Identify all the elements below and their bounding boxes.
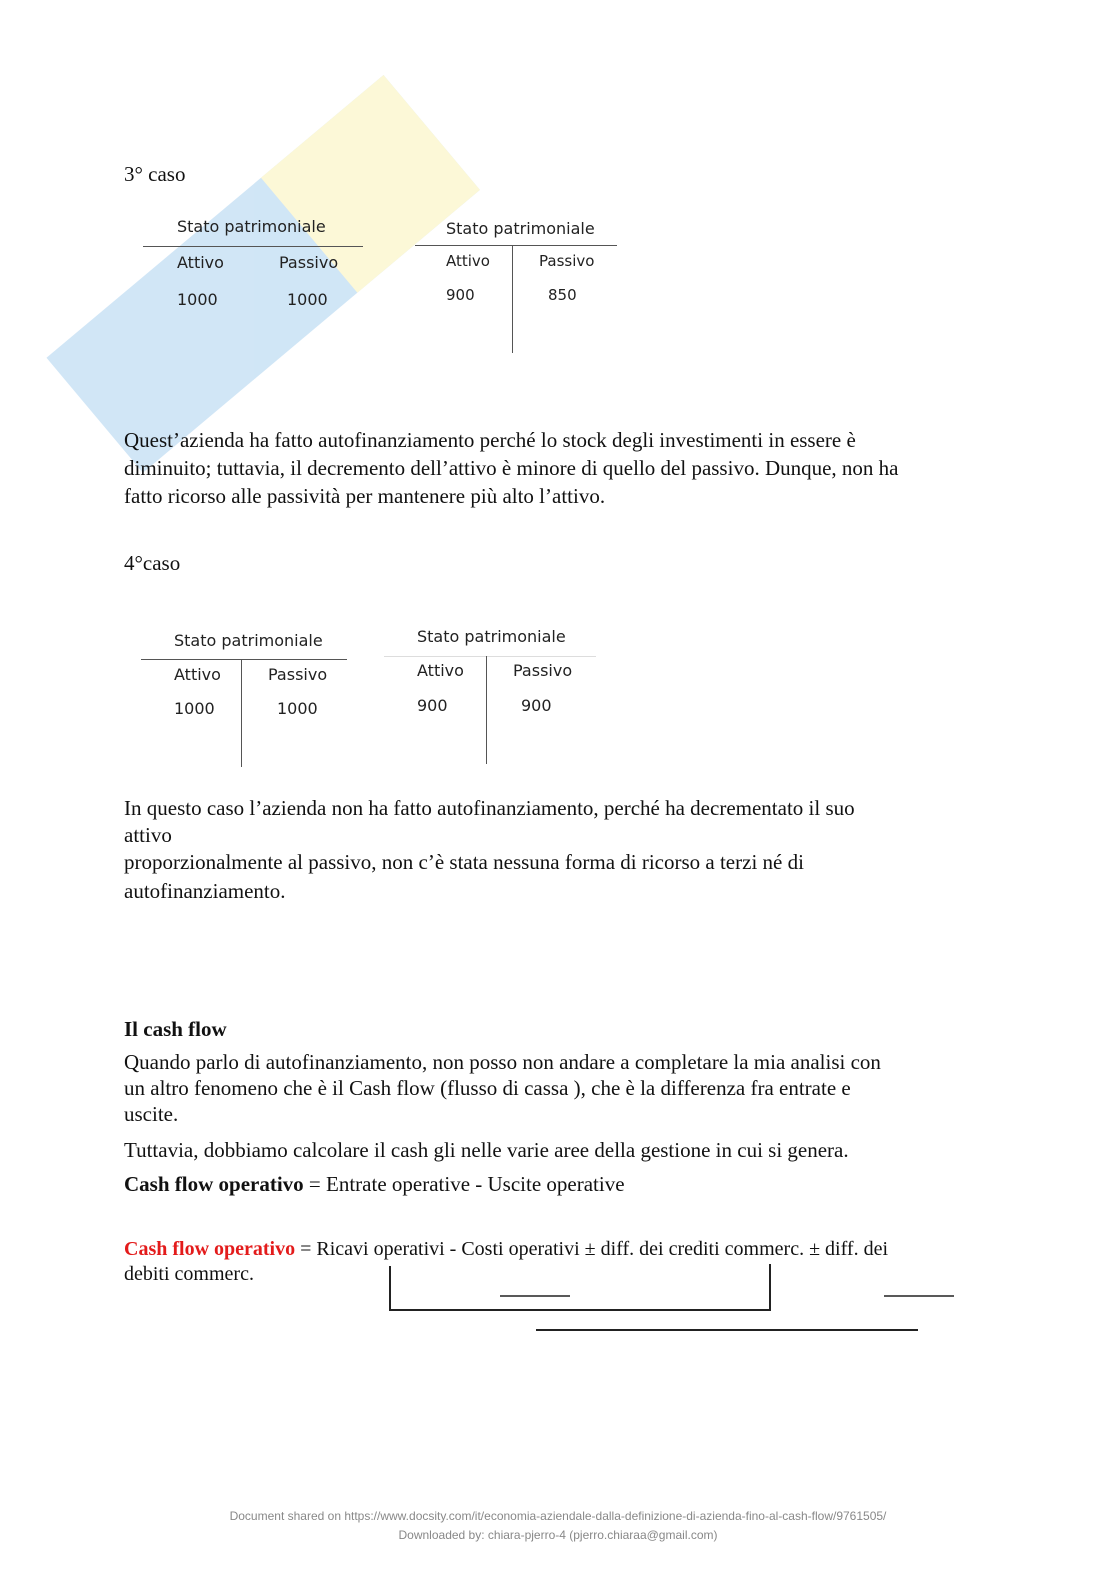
divider <box>415 245 617 246</box>
case3-right-balance-sheet <box>415 212 620 357</box>
divider <box>143 246 363 247</box>
footer-shared-link[interactable]: Document shared on https://www.docsity.com/it/economia-aziendale-dalla-definizione-di-azienda-fino-al-cash-flow/9761505/ <box>229 1509 887 1523</box>
table-title: Stato patrimoniale <box>417 627 566 646</box>
case3-left-balance-sheet <box>143 212 368 322</box>
passivo-value: 1000 <box>287 290 328 309</box>
attivo-label: Attivo <box>174 665 221 684</box>
attivo-value: 900 <box>446 286 475 304</box>
case4-paragraph <box>124 795 1004 905</box>
passivo-label: Passivo <box>279 253 339 272</box>
attivo-label: Attivo <box>177 253 224 272</box>
divider <box>486 656 487 764</box>
case4-right-balance-sheet <box>384 622 599 767</box>
divider <box>384 656 596 657</box>
text-line: attivo <box>124 823 172 847</box>
formula-expression: = Ricavi operativi - Costi operativi ± diff. dei crediti commerc. ± diff. dei <box>295 1238 888 1260</box>
attivo-value: 1000 <box>174 699 215 718</box>
attivo-label: Attivo <box>417 661 464 680</box>
attivo-label: Attivo <box>446 252 490 270</box>
table-title: Stato patrimoniale <box>177 217 326 236</box>
passivo-value: 1000 <box>277 699 318 718</box>
text-line: Quando parlo di autofinanziamento, non posso non andare a completare la mia analisi con <box>124 1050 881 1074</box>
table-title: Stato patrimoniale <box>174 631 323 650</box>
passivo-value: 850 <box>548 286 577 304</box>
divider <box>241 659 242 767</box>
cash-flow-heading: Il cash flow <box>124 1017 227 1041</box>
formula-bracket-annotations <box>380 1258 970 1338</box>
text-line: uscite. <box>124 1102 179 1126</box>
attivo-value: 1000 <box>177 290 218 309</box>
formula-label-red: Cash flow operativo <box>124 1238 296 1260</box>
formula-expression-continued: debiti commerc. <box>124 1263 254 1285</box>
footer-downloaded-by: Downloaded by: chiara-pjerro-4 (pjerro.chiaraa@gmail.com) <box>398 1528 718 1542</box>
text-line: In questo caso l’azienda non ha fatto autofinanziamento, perché ha decrementato il suo <box>124 796 855 820</box>
text-line: Quest’azienda ha fatto autofinanziamento perché lo stock degli investimenti in essere è <box>124 428 856 452</box>
text-line: un altro fenomeno che è il Cash flow (flusso di cassa ), che è la differenza fra entrate e <box>124 1076 851 1100</box>
cash-flow-sentence: Tuttavia, dobbiamo calcolare il cash gli nelle varie aree della gestione in cui si genera. <box>124 1138 849 1162</box>
case3-paragraph <box>124 426 1004 510</box>
text-line: proporzionalmente al passivo, non c’è stata nessuna forma di ricorso a terzi né di <box>124 850 804 874</box>
text-line: fatto ricorso alle passività per mantenere più alto l’attivo. <box>124 484 606 508</box>
divider <box>141 659 347 660</box>
passivo-value: 900 <box>521 696 552 715</box>
formula-operating-cash-flow <box>124 1170 1004 1198</box>
text-line: diminuito; tuttavia, il decremento dell’attivo è minore di quello del passivo. Dunque, non ha <box>124 456 899 480</box>
formula-label: Cash flow operativo <box>124 1172 304 1196</box>
table-title: Stato patrimoniale <box>446 219 595 238</box>
divider <box>512 245 513 353</box>
attivo-value: 900 <box>417 696 448 715</box>
case3-title: 3° caso <box>124 162 186 186</box>
case4-title: 4°caso <box>124 551 181 575</box>
passivo-label: Passivo <box>268 665 328 684</box>
cash-flow-intro <box>124 1049 1004 1127</box>
passivo-label: Passivo <box>539 252 595 270</box>
formula-expression: = Entrate operative - Uscite operative <box>303 1172 625 1196</box>
case4-left-balance-sheet <box>141 626 351 771</box>
passivo-label: Passivo <box>513 661 573 680</box>
text-line: autofinanziamento. <box>124 879 286 903</box>
